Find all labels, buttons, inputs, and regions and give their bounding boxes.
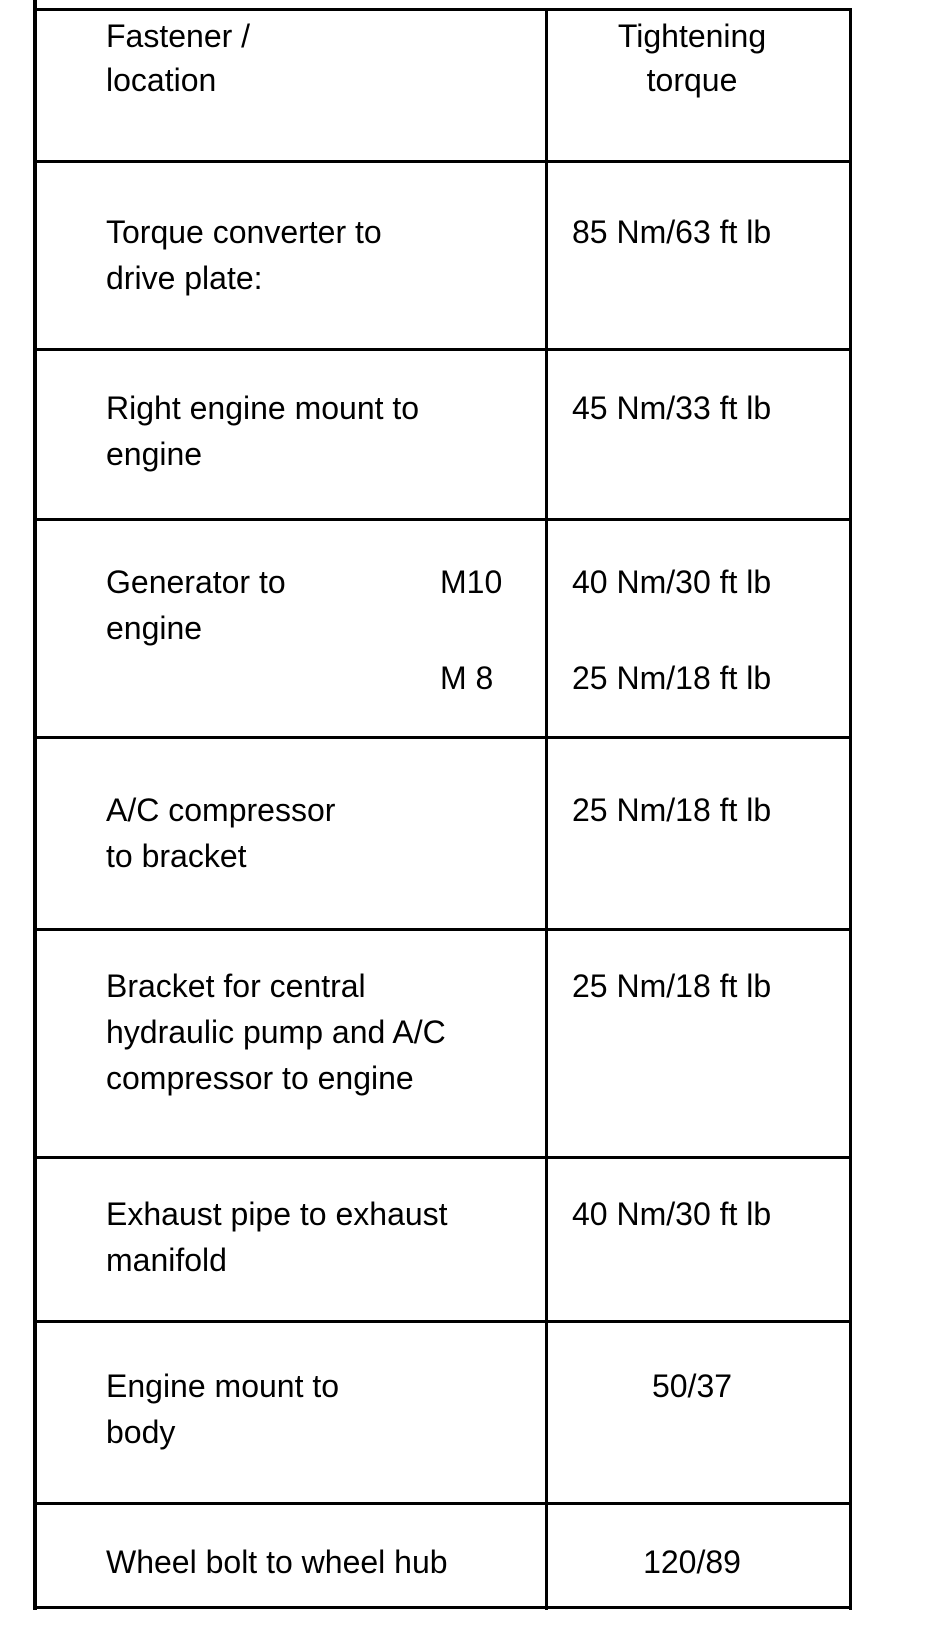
- row-location-line: hydraulic pump and A/C: [106, 1014, 446, 1050]
- row-torque: 50/37: [651, 1368, 733, 1404]
- table-border-bottom: [36, 1606, 852, 1609]
- row-torque: 45 Nm/33 ft lb: [572, 390, 772, 426]
- row-divider: [36, 1156, 852, 1159]
- row-location-line: engine: [106, 610, 203, 646]
- row-sub-size: M 8: [440, 660, 494, 696]
- row-divider: [36, 518, 852, 521]
- row-divider: [36, 1502, 852, 1505]
- row-location-line: Exhaust pipe to exhaust: [106, 1196, 448, 1232]
- row-location-line: A/C compressor: [106, 792, 336, 828]
- row-location-line: manifold: [106, 1242, 227, 1278]
- table-border-top: [36, 8, 852, 11]
- row-torque: 85 Nm/63 ft lb: [572, 214, 772, 250]
- row-torque: 25 Nm/18 ft lb: [572, 660, 772, 696]
- row-torque: 120/89: [643, 1544, 741, 1580]
- row-location-line: body: [106, 1414, 176, 1450]
- table-border-left: [33, 0, 37, 1610]
- row-location-line: drive plate:: [106, 260, 263, 296]
- row-location-line: Right engine mount to: [106, 390, 420, 426]
- row-location-line: compressor to engine: [106, 1060, 414, 1096]
- row-location-line: engine: [106, 436, 203, 472]
- row-location-line: Generator to: [106, 564, 286, 600]
- header-torque-line2: torque: [646, 62, 738, 98]
- table-border-right: [849, 8, 852, 1610]
- row-torque: 40 Nm/30 ft lb: [572, 1196, 772, 1232]
- row-torque: 25 Nm/18 ft lb: [572, 792, 772, 828]
- row-location-line: Torque converter to: [106, 214, 382, 250]
- row-location-line: Bracket for central: [106, 968, 366, 1004]
- row-divider: [36, 348, 852, 351]
- row-torque: 40 Nm/30 ft lb: [572, 564, 772, 600]
- row-location-line: Engine mount to: [106, 1368, 340, 1404]
- row-divider: [36, 928, 852, 931]
- header-fastener-line1: Fastener /: [106, 18, 251, 54]
- row-torque: 25 Nm/18 ft lb: [572, 968, 772, 1004]
- row-divider: [36, 736, 852, 739]
- row-sub-size: M10: [440, 564, 503, 600]
- row-divider: [36, 160, 852, 163]
- header-fastener-line2: location: [106, 62, 217, 98]
- row-location-line: Wheel bolt to wheel hub: [106, 1544, 448, 1580]
- row-location-line: to bracket: [106, 838, 247, 874]
- header-torque-line1: Tightening: [617, 18, 767, 54]
- row-divider: [36, 1320, 852, 1323]
